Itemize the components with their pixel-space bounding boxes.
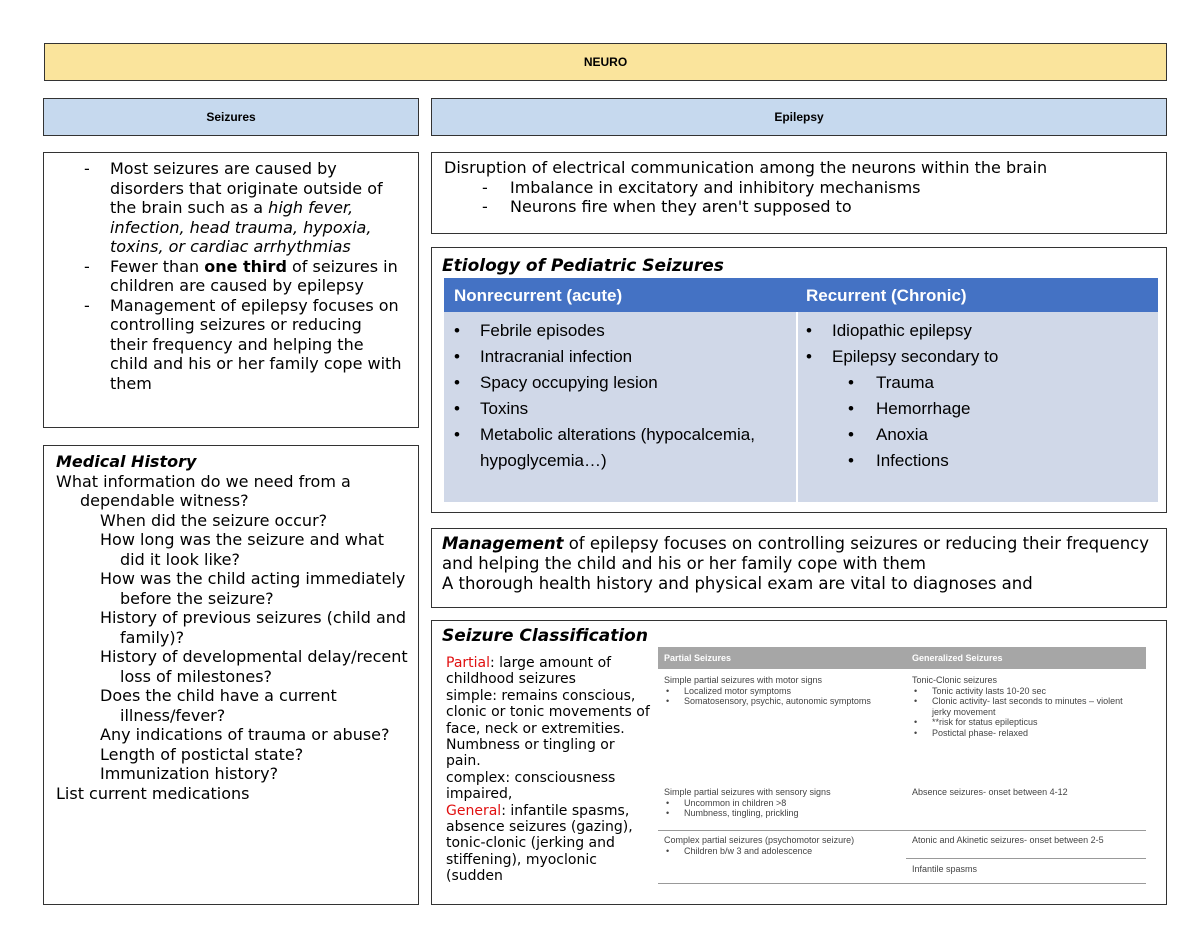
table-cell bbox=[664, 787, 904, 819]
cell-title: Infantile spasms bbox=[912, 864, 978, 874]
epilepsy-header-text: Epilepsy bbox=[774, 110, 824, 124]
history-item: Does the child have a current illness/fever? bbox=[100, 686, 337, 725]
etiology-chronic-item: • Idiopathic epilepsy bbox=[798, 318, 1158, 344]
classification-table bbox=[658, 647, 1146, 883]
history-item: How long was the seizure and what did it look like? bbox=[100, 530, 385, 569]
management-panel bbox=[431, 528, 1167, 608]
page-title bbox=[44, 43, 1167, 81]
history-item: History of previous seizures (child and family)? bbox=[100, 608, 407, 647]
cell-item: • Clonic activity- last seconds to minutes – violent jerky movement bbox=[912, 696, 1142, 717]
table-divider bbox=[906, 858, 1146, 859]
cell-item: • Uncommon in children >8 bbox=[664, 798, 904, 809]
general-label: General bbox=[446, 802, 502, 819]
cell-title: Tonic-Clonic seizures bbox=[912, 675, 998, 685]
seizure-bullet-one-third bbox=[44, 257, 404, 296]
cell-title: Simple partial seizures with motor signs bbox=[664, 675, 823, 685]
definition-bullet: - Neurons fire when they aren't supposed to bbox=[444, 197, 1154, 217]
classification-panel bbox=[431, 620, 1167, 905]
cell-title: Simple partial seizures with sensory signs bbox=[664, 787, 831, 797]
partial-label: Partial bbox=[446, 655, 490, 671]
definition-text: Disruption of electrical communication among the neurons within the brain bbox=[444, 158, 1048, 177]
table-cell bbox=[912, 835, 1142, 846]
etiology-acute-item: • Febrile episodes bbox=[444, 318, 796, 344]
management-text bbox=[442, 534, 1156, 574]
medical-history bbox=[43, 445, 419, 905]
history-item: Any indications of trauma or abuse? bbox=[100, 725, 390, 744]
bullet-strong: one third bbox=[204, 256, 287, 276]
history-item: Immunization history? bbox=[100, 764, 279, 783]
classification-table-header bbox=[658, 647, 1146, 669]
general-text: : infantile spasms, absence seizures (gazing), tonic-clonic (jerking and stiffening), myoclonic (sudden bbox=[446, 802, 633, 885]
history-item: Length of postictal state? bbox=[100, 744, 304, 764]
bullet-text: Fewer than bbox=[110, 256, 205, 276]
etiology-acute-item: • Toxins bbox=[444, 396, 796, 422]
seizures-header-text: Seizures bbox=[206, 110, 256, 124]
cell-title: Atonic and Akinetic seizures- onset between 2-5 bbox=[912, 835, 1104, 845]
simple-note: simple: remains conscious, clonic or tonic movements of face, neck or extremities. Numbness or tingling or pain. bbox=[446, 687, 650, 770]
etiology-chronic-subitem: • Hemorrhage bbox=[798, 396, 1158, 422]
header-generalized: Generalized Seizures bbox=[912, 653, 1003, 663]
etiology-chronic-list bbox=[796, 312, 1158, 502]
cell-item: • **risk for status epilepticus bbox=[912, 717, 1142, 728]
etiology-chronic-subitem: • Trauma bbox=[798, 370, 1158, 396]
partial-text: : large amount of childhood seizures bbox=[446, 655, 612, 688]
bullet-text: Most seizures are caused by disorders that originate outside of the brain such as a bbox=[110, 159, 383, 217]
bullet-emphasis: high fever, infection, head trauma, hypoxia, toxins, or cardiac arrhythmias bbox=[110, 198, 372, 256]
table-row bbox=[658, 675, 1146, 775]
etiology-table-header bbox=[444, 278, 1158, 312]
medical-history-title: Medical History bbox=[56, 452, 197, 471]
table-row bbox=[658, 787, 1146, 827]
etiology-table-body bbox=[444, 312, 1158, 502]
bullet-text: Management of epilepsy focuses on controlling seizures or reducing their frequency and helping the child and his or her family cope with them bbox=[110, 295, 402, 393]
management-text-2: A thorough health history and physical exam are vital to diagnoses and bbox=[442, 574, 1033, 593]
seizures-notes bbox=[43, 152, 419, 428]
medical-history-trailing: List current medications bbox=[56, 783, 250, 803]
complex-note: complex: consciousness impaired, bbox=[446, 769, 616, 803]
cell-item: • Tonic activity lasts 10-20 sec bbox=[912, 686, 1142, 697]
cell-title: Absence seizures- onset between 4-12 bbox=[912, 787, 1068, 797]
etiology-chronic-item: • Epilepsy secondary to bbox=[798, 344, 1158, 370]
partial-note bbox=[446, 655, 652, 688]
table-cell bbox=[664, 675, 904, 707]
etiology-panel bbox=[431, 247, 1167, 513]
cell-item: • Somatosensory, psychic, autonomic symptoms bbox=[664, 696, 904, 707]
etiology-acute-item: • Metabolic alterations (hypocalcemia, hypoglycemia…) bbox=[444, 422, 796, 474]
management-label: Management bbox=[442, 534, 564, 553]
table-row bbox=[658, 864, 1146, 878]
definition-bullet: - Imbalance in excitatory and inhibitory mechanisms bbox=[444, 178, 1154, 198]
etiology-col-acute: Nonrecurrent (acute) bbox=[454, 286, 623, 305]
general-note bbox=[446, 803, 652, 885]
cell-item: • Children b/w 3 and adolescence bbox=[664, 846, 904, 857]
etiology-chronic-subitem: • Infections bbox=[798, 448, 1158, 474]
epilepsy-header bbox=[431, 98, 1167, 136]
classification-title: Seizure Classification bbox=[442, 626, 648, 646]
table-cell bbox=[912, 864, 1142, 875]
etiology-title: Etiology of Pediatric Seizures bbox=[442, 256, 724, 276]
classification-table-body bbox=[658, 669, 1146, 884]
classification-notes bbox=[446, 655, 652, 895]
page-title-text: NEURO bbox=[583, 55, 628, 69]
table-row bbox=[658, 835, 1146, 865]
table-cell bbox=[912, 675, 1142, 739]
management-body: of epilepsy focuses on controlling seizures or reducing their frequency and helping the child and his or her family cope with them bbox=[442, 534, 1150, 573]
table-cell bbox=[664, 835, 904, 856]
cell-item: • Localized motor symptoms bbox=[664, 686, 904, 697]
etiology-acute-list bbox=[444, 312, 796, 502]
etiology-acute-item: • Intracranial infection bbox=[444, 344, 796, 370]
table-cell bbox=[912, 787, 1142, 798]
etiology-acute-item: • Spacy occupying lesion bbox=[444, 370, 796, 396]
seizure-bullet-causes bbox=[44, 159, 404, 257]
cell-title: Complex partial seizures (psychomotor seizure) bbox=[664, 835, 855, 845]
seizure-bullet-management bbox=[44, 296, 404, 394]
cell-item: • Postictal phase- relaxed bbox=[912, 728, 1142, 739]
table-divider bbox=[658, 830, 1146, 831]
history-item: History of developmental delay/recent loss of milestones? bbox=[100, 647, 408, 686]
history-item: When did the seizure occur? bbox=[100, 510, 328, 530]
header-partial: Partial Seizures bbox=[664, 653, 732, 663]
etiology-chronic-subitem: • Anoxia bbox=[798, 422, 1158, 448]
etiology-col-chronic: Recurrent (Chronic) bbox=[806, 286, 967, 305]
epilepsy-definition bbox=[431, 152, 1167, 234]
bullet-text: of seizures in children are caused by epilepsy bbox=[110, 256, 398, 295]
cell-item: • Numbness, tingling, prickling bbox=[664, 808, 904, 819]
medical-history-question: What information do we need from a dependable witness? bbox=[56, 471, 351, 510]
etiology-table bbox=[444, 278, 1158, 502]
seizures-header bbox=[43, 98, 419, 136]
history-item: How was the child acting immediately before the seizure? bbox=[100, 569, 406, 608]
